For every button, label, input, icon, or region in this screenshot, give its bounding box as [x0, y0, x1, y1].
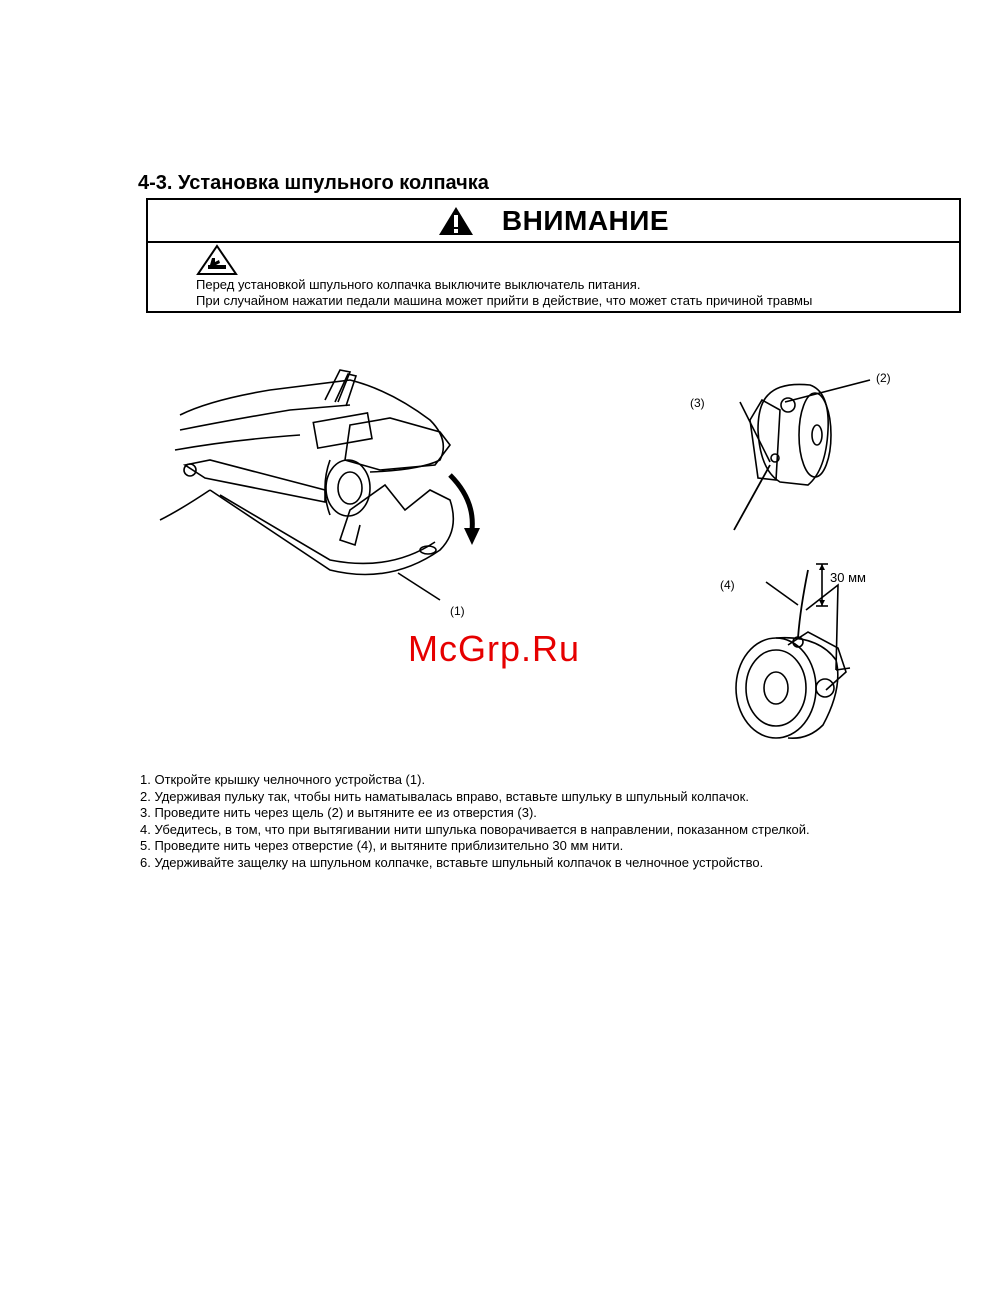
warning-line-1: Перед установкой шпульного колпачка выключите выключатель питания.	[196, 277, 641, 292]
bobbin-case-slot-illustration	[720, 370, 900, 535]
warning-header	[148, 200, 959, 243]
warning-box	[146, 198, 961, 313]
label-30mm: 30 мм	[830, 570, 866, 585]
bobbin-case-thread-illustration	[728, 560, 878, 760]
warning-text	[196, 277, 812, 309]
shuttle-cover-illustration	[150, 360, 490, 610]
list-item: 2. Удерживая пульку так, чтобы нить наматывалась вправо, вставьте шпульку в шпульный колпачок.	[140, 788, 749, 804]
warning-title: ВНИМАНИЕ	[501, 204, 670, 236]
list-item: 1. Откройте крышку челночного устройства (1).	[140, 772, 426, 787]
list-item: 4. Убедитесь, в том, что при вытягивании нити шпулька поворачивается в направлении, показанном стрелкой.	[140, 821, 810, 837]
list-item: 5. Проведите нить через отверстие (4), и вытяните приблизительно 30 мм нити.	[140, 838, 624, 853]
section-title: 4-3. Установка шпульного колпачка	[138, 172, 489, 194]
watermark: McGrp.Ru	[408, 628, 581, 669]
warning-line-2: При случайном нажатии педали машина может прийти в действие, что может стать причиной травмы	[196, 293, 813, 308]
label-hole-4: (4)	[720, 578, 735, 592]
hand-hazard-icon	[196, 244, 238, 276]
instruction-list	[140, 772, 810, 871]
list-item: 6. Удерживайте защелку на шпульном колпачке, вставьте шпульный колпачок в челночное устройство.	[140, 854, 764, 870]
warning-triangle-icon	[438, 206, 474, 236]
list-item: 3. Проведите нить через щель (2) и вытяните ее из отверстия (3).	[140, 805, 537, 820]
label-cover: (1)	[450, 604, 465, 618]
label-hole-3: (3)	[690, 396, 705, 410]
label-slot: (2)	[876, 371, 891, 385]
